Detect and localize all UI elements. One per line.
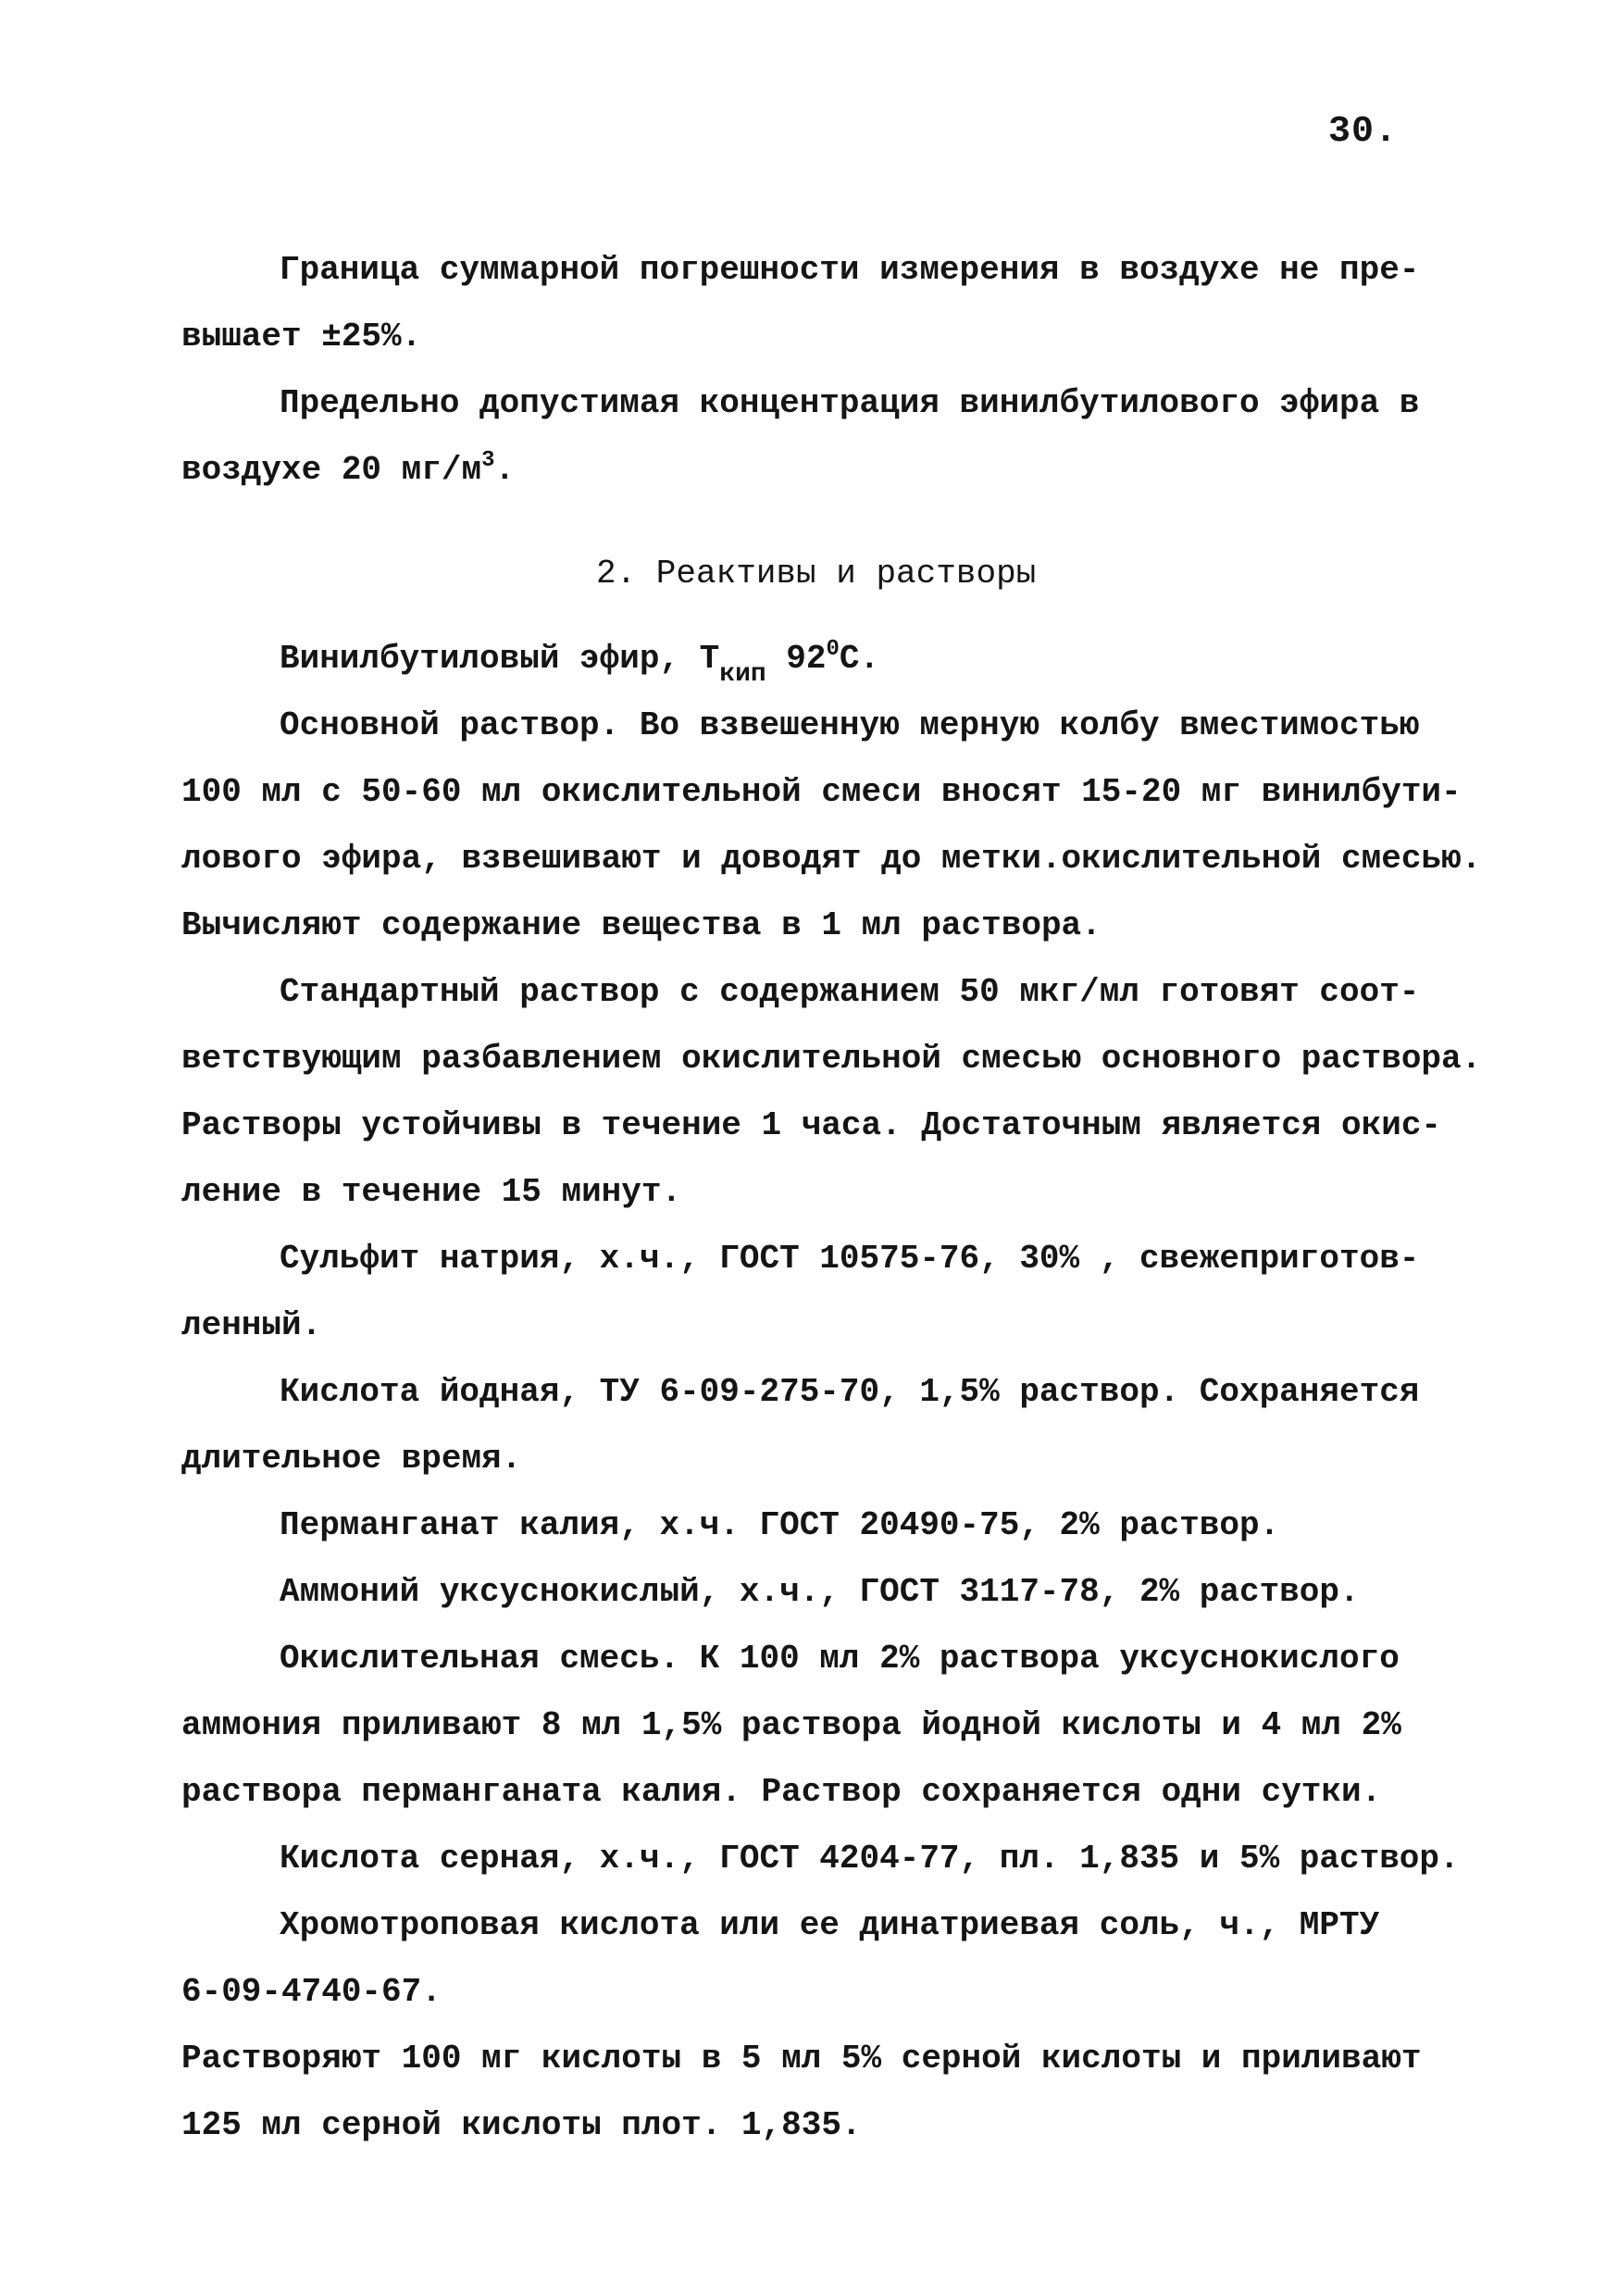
- paragraph-line: [181, 437, 1477, 504]
- paragraph-line: Вычисляют содержание вещества в 1 мл раствора.: [181, 906, 1101, 944]
- paragraph-line: длительное время.: [181, 1440, 522, 1478]
- section-heading: 2. Реактивы и растворы: [596, 555, 1037, 593]
- superscript: 3: [481, 448, 495, 473]
- paragraph-line: 100 мл с 50-60 мл окислительной смеси вносят 15-20 мг винилбути-: [181, 773, 1462, 811]
- document-body: [181, 237, 1482, 2159]
- paragraph-line: Перманганат калия, х.ч. ГОСТ 20490-75, 2% раствор.: [280, 1506, 1280, 1544]
- paragraph-line: Кислота йодная, ТУ 6-09-275-70, 1,5% раствор. Сохраняется: [280, 1373, 1420, 1411]
- paragraph-line: Основной раствор. Во взвешенную мерную колбу вместимостью: [280, 706, 1420, 744]
- text-run: .: [494, 451, 516, 489]
- paragraph-line: Растворяют 100 мг кислоты в 5 мл 5% серной кислоты и приливают: [181, 2040, 1422, 2078]
- paragraph-line: Аммоний уксуснокислый, х.ч., ГОСТ 3117-78, 2% раствор.: [280, 1573, 1360, 1611]
- superscript: 0: [826, 637, 840, 662]
- paragraph-line: вышает ±25%.: [181, 318, 422, 356]
- page-number: 30.: [1327, 111, 1398, 153]
- paragraph-line: Граница суммарной погрешности измерения в воздухе не пре-: [280, 251, 1420, 289]
- paragraph-line: [181, 626, 1477, 693]
- paragraph-line: Сульфит натрия, х.ч., ГОСТ 10575-76, 30% , свежеприготов-: [280, 1240, 1420, 1278]
- paragraph-line: лового эфира, взвешивают и доводят до метки.окислительной смесью.: [181, 840, 1482, 878]
- paragraph-line: ветствующим разбавлением окислительной смесью основного раствора.: [181, 1040, 1482, 1078]
- paragraph-line: Растворы устойчивы в течение 1 часа. Достаточным является окис-: [181, 1106, 1442, 1144]
- paragraph-line: Стандартный раствор с содержанием 50 мкг/мл готовят соот-: [280, 973, 1420, 1011]
- text-run: С.: [839, 640, 880, 678]
- paragraph-line: аммония приливают 8 мл 1,5% раствора йодной кислоты и 4 мл 2%: [181, 1706, 1401, 1744]
- paragraph-line: Кислота серная, х.ч., ГОСТ 4204-77, пл. 1,835 и 5% раствор.: [280, 1840, 1460, 1878]
- text-run: 92: [765, 640, 827, 678]
- paragraph-line: раствора перманганата калия. Раствор сохраняется одни сутки.: [181, 1773, 1382, 1811]
- paragraph-line: 125 мл серной кислоты плот. 1,835.: [181, 2106, 862, 2144]
- paragraph-line: Окислительная смесь. К 100 мл 2% раствора уксуснокислого: [280, 1640, 1400, 1678]
- paragraph-line: 6-09-4740-67.: [181, 1973, 442, 2011]
- subscript: кип: [719, 660, 766, 689]
- paragraph-line: Хромотроповая кислота или ее динатриевая соль, ч., МРТУ: [280, 1906, 1380, 1944]
- text-run: воздухе 20 мг/м: [181, 451, 482, 489]
- text-run: Винилбутиловый эфир, Т: [280, 640, 720, 678]
- paragraph-line: ление в течение 15 минут.: [181, 1173, 682, 1211]
- paragraph-line: ленный.: [181, 1306, 322, 1344]
- paragraph-line: Предельно допустимая концентрация винилбутилового эфира в: [280, 384, 1420, 422]
